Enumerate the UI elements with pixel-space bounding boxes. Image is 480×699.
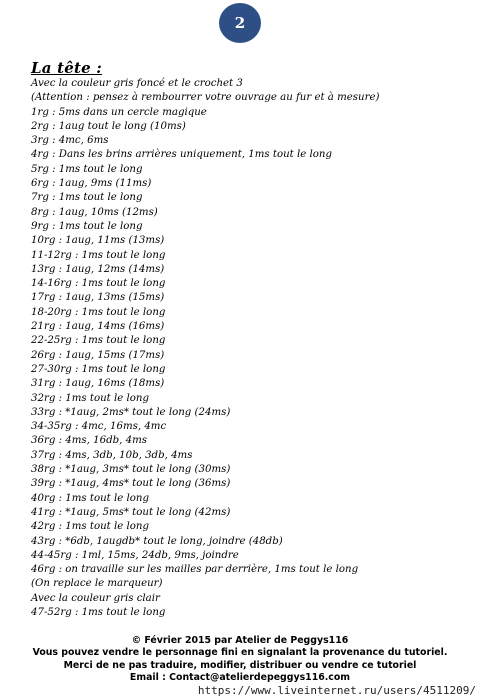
footer-resale-note: Vous pouvez vendre le personnage fini en signalant la provenance du tutoriel. [32,647,448,659]
instruction-line: 2rg : 1aug tout le long (10ms) [31,120,186,132]
instruction-line: 21rg : 1aug, 14ms (16ms) [31,321,165,333]
instruction-line: 47-52rg : 1ms tout le long [31,606,166,618]
instruction-line: 10rg : 1aug, 11ms (13ms) [31,235,165,247]
instruction-line: 34-35rg : 4mc, 16ms, 4mc [31,421,167,433]
pattern-instructions [31,77,471,620]
instruction-line: 36rg : 4ms, 16db, 4ms [31,435,147,447]
instruction-line: 41rg : *1aug, 5ms* tout le long (42ms) [31,506,231,518]
instruction-line: 33rg : *1aug, 2ms* tout le long (24ms) [31,406,231,418]
instruction-line: 11-12rg : 1ms tout le long [31,249,166,261]
instruction-line: Avec la couleur gris clair [31,592,160,604]
instruction-line: 27-30rg : 1ms tout le long [31,363,166,375]
instruction-line: 42rg : 1ms tout le long [31,521,149,533]
source-watermark: https://www.liveinternet.ru/users/4511209/ [197,684,476,697]
instruction-line: 4rg : Dans les brins arrières uniquement, 1ms tout le long [31,149,332,161]
instruction-line: 31rg : 1aug, 16ms (18ms) [31,378,165,390]
instruction-line: 22-25rg : 1ms tout le long [31,335,166,347]
footer-email: Email : Contact@atelierdepeggys116.com [129,672,351,684]
instruction-line: 46rg : on travaille sur les mailles par derrière, 1ms tout le long [31,564,359,576]
instruction-line: 44-45rg : 1ml, 15ms, 24db, 9ms, joindre [31,549,239,561]
instruction-line: 6rg : 1aug, 9ms (11ms) [31,178,152,190]
page-number-badge: 2 [219,3,261,43]
copyright-footer [0,635,480,685]
instruction-line: 37rg : 4ms, 3db, 10b, 3db, 4ms [31,449,193,461]
instruction-line: 43rg : *6db, 1augdb* tout le long, joindre (48db) [31,535,283,547]
instruction-line: 8rg : 1aug, 10ms (12ms) [31,206,158,218]
footer-copyright: © Février 2015 par Atelier de Peggys116 [131,635,349,646]
section-title: La tête : [31,59,102,77]
instruction-line: (On replace le marqueur) [31,578,163,590]
instruction-line: 17rg : 1aug, 13ms (15ms) [31,292,165,304]
instruction-line: 13rg : 1aug, 12ms (14ms) [31,263,165,275]
footer-no-distribution-note: Merci de ne pas traduire, modifier, distribuer ou vendre ce tutoriel [63,659,417,671]
instruction-line: 3rg : 4mc, 6ms [31,135,109,147]
instruction-line: 14-16rg : 1ms tout le long [31,278,166,290]
instruction-line: 9rg : 1ms tout le long [31,220,143,232]
instruction-line: 26rg : 1aug, 15ms (17ms) [31,349,165,361]
instruction-line: 7rg : 1ms tout le long [31,192,143,204]
instruction-line: 1rg : 5ms dans un cercle magique [31,106,207,118]
instruction-line: Avec la couleur gris foncé et le crochet 3 [31,78,243,89]
instruction-line: 40rg : 1ms tout le long [31,492,149,504]
instruction-line: 39rg : *1aug, 4ms* tout le long (36ms) [31,478,231,490]
instruction-line: 32rg : 1ms tout le long [31,392,149,404]
instruction-line: 38rg : *1aug, 3ms* tout le long (30ms) [31,464,231,476]
instruction-line: 5rg : 1ms tout le long [31,163,143,175]
instruction-line: 18-20rg : 1ms tout le long [31,306,166,318]
instruction-line: (Attention : pensez à rembourrer votre ouvrage au fur et à mesure) [31,92,380,104]
